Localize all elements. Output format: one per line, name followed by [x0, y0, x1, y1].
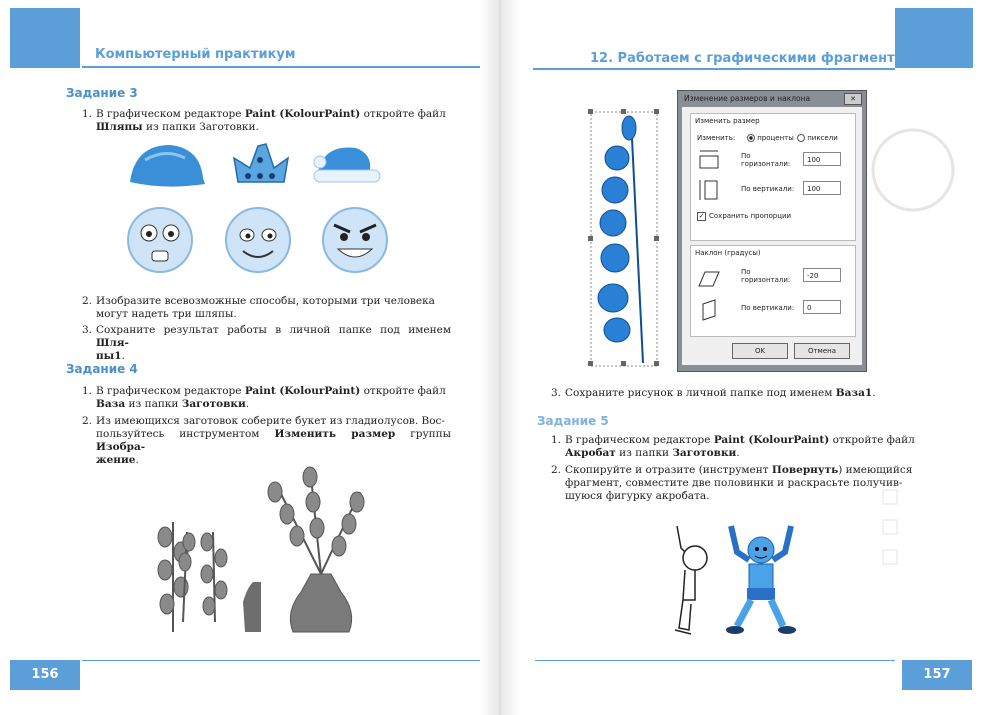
resize-group-title: Изменить размер: [695, 117, 760, 125]
crown-icon: [234, 144, 288, 182]
resize-group: [690, 113, 856, 241]
skew-horizontal-input[interactable]: -20: [803, 268, 841, 282]
radio-off-icon: [797, 134, 805, 142]
cancel-button[interactable]: Отмена: [794, 343, 850, 359]
bouquet-icon: [268, 467, 364, 632]
change-label: Изменить:: [697, 134, 736, 142]
smiling-face-icon: [226, 208, 290, 272]
acrobat-illustration: [655, 518, 805, 643]
page-number: 156: [10, 660, 80, 690]
list-item: 1. В графическом редакторе Paint (KolourPaint) откройте файл Шляпы из папки Заготовки.: [82, 108, 446, 133]
vertical-label: По вертикали:: [741, 185, 795, 193]
page-header: Компьютерный практикум: [95, 47, 296, 62]
horizontal-label: По горизонтали:: [741, 152, 791, 168]
left-page: [0, 0, 490, 715]
keep-proportions-label: Сохранить пропорции: [709, 212, 792, 220]
half-vase-icon: [243, 582, 261, 632]
radio-on-icon: [747, 134, 755, 142]
footer-rule: [82, 660, 480, 661]
acrobat-half-outline-icon: [675, 526, 707, 634]
page-number: 157: [902, 660, 972, 690]
radio-percent[interactable]: проценты: [747, 134, 794, 142]
list-item: 3. Сохраните результат работы в личной папке под именем Шля- пы1.: [82, 324, 451, 362]
header-rule: [82, 66, 480, 68]
gladiolus-icon: [201, 532, 227, 622]
helmet-icon: [130, 145, 205, 187]
hats-illustration: [125, 140, 395, 195]
gladiolus-icon: [158, 522, 195, 632]
resize-skew-dialog: [677, 90, 867, 372]
header-rule: [533, 68, 895, 70]
scared-face-icon: [128, 208, 192, 272]
acrobat-colored-icon: [726, 526, 796, 634]
skew-vertical-label: По вертикали:: [741, 304, 795, 312]
dialog-body: [682, 107, 862, 365]
list-item: 2. Из имеющихся заготовок соберите букет из гладиолусов. Вос- пользуйтесь инструментом Изменить размер группы Изобра- жение.: [82, 415, 451, 466]
dialog-title: Изменение размеров и наклона: [684, 94, 811, 103]
vertical-skew-icon: [697, 298, 721, 322]
list-item: 1. В графическом редакторе Paint (KolourPaint) откройте файл Ваза из папки Заготовки.: [82, 385, 446, 410]
gladioli-illustration: [145, 462, 375, 637]
corner-tab: [10, 8, 80, 68]
list-item: 2. Изобразите всевозможные способы, которыми три человека могут надеть три шляпы.: [82, 295, 435, 320]
horizontal-resize-input[interactable]: 100: [803, 152, 841, 166]
santa-hat-icon: [314, 148, 380, 183]
task-title: Задание 3: [66, 86, 138, 100]
list-item: 3. Сохраните рисунок в личной папке под именем Ваза1.: [551, 387, 876, 399]
vertical-resize-icon: [697, 178, 721, 202]
footer-rule: [535, 660, 895, 661]
task-title: Задание 4: [66, 362, 138, 376]
skew-horizontal-label: По горизонтали:: [741, 268, 791, 284]
close-button[interactable]: ✕: [844, 93, 862, 105]
skew-vertical-input[interactable]: 0: [803, 300, 841, 314]
skewed-gladiolus-illustration: [585, 108, 665, 368]
skew-group-title: Наклон (градусы): [695, 249, 761, 257]
keep-proportions-checkbox[interactable]: ✓: [698, 212, 705, 220]
list-item: 1. В графическом редакторе Paint (KolourPaint) откройте файл Акробат из папки Заготовки.: [551, 434, 915, 459]
faces-illustration: [125, 205, 395, 275]
vertical-resize-input[interactable]: 100: [803, 181, 841, 195]
task-title: Задание 5: [537, 414, 609, 428]
bleed-through-decoration: [853, 110, 973, 590]
horizontal-resize-icon: [697, 148, 721, 172]
gladiolus-icon: [598, 116, 643, 363]
list-item: 2. Скопируйте и отразите (инструмент Повернуть) имеющийся фрагмент, совместите две половинки и раскрасьте получив- шуюся фигурку акробата.: [551, 464, 913, 502]
radio-pixels[interactable]: пиксели: [797, 134, 838, 142]
horizontal-skew-icon: [697, 268, 721, 290]
angry-face-icon: [323, 208, 387, 272]
ok-button[interactable]: OK: [732, 343, 788, 359]
page-header: 12. Работаем с графическими фрагментами: [590, 51, 924, 66]
skew-group: [690, 245, 856, 337]
